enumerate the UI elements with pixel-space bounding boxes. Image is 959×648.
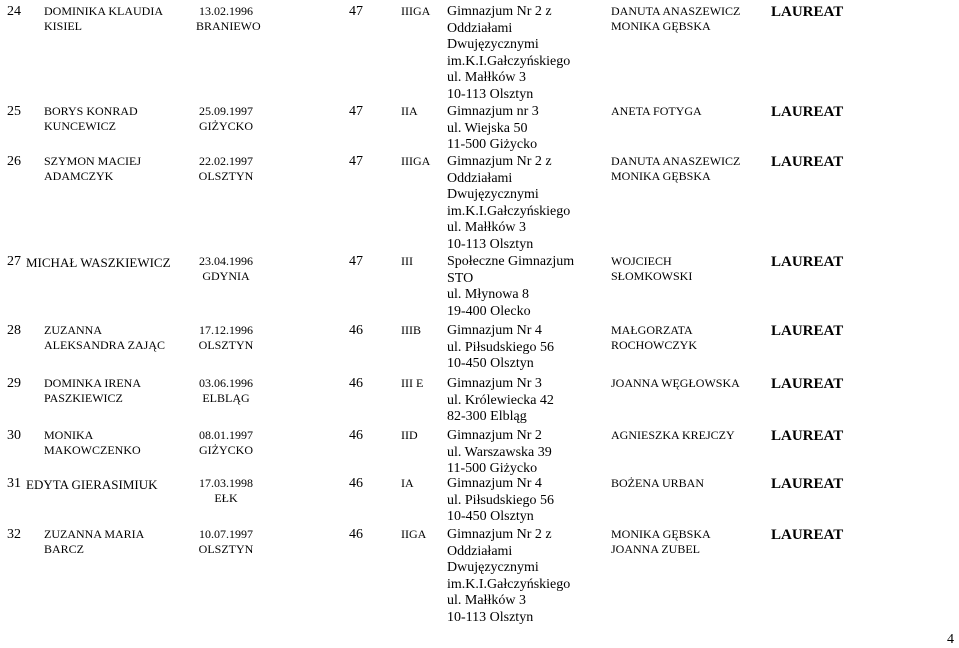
points: 46 xyxy=(349,323,363,338)
class-name: III E xyxy=(401,376,424,390)
school-address xyxy=(447,323,595,373)
school-line: 10-113 Olsztyn xyxy=(447,86,534,102)
birth-place: GDYNIA xyxy=(202,269,250,283)
teacher-name xyxy=(611,4,761,34)
student-name-line: BORYS KONRAD xyxy=(44,104,138,118)
birth-date: 08.01.1997 xyxy=(199,428,253,442)
school-address xyxy=(447,154,595,253)
class-name: III xyxy=(401,254,413,268)
student-name-line: PASZKIEWICZ xyxy=(44,391,123,405)
student-name-line: BARCZ xyxy=(44,542,85,556)
birth-date: 23.04.1996 xyxy=(199,254,253,268)
teacher-name-line: WOJCIECH xyxy=(611,254,672,268)
school-address xyxy=(447,254,595,320)
row-number: 25 xyxy=(7,104,21,119)
school-line: 11-500 Giżycko xyxy=(447,461,538,476)
student-name-line: MAKOWCZENKO xyxy=(44,443,141,457)
teacher-name xyxy=(611,376,761,391)
birth-date: 25.09.1997 xyxy=(199,104,253,118)
birth-place: BRANIEWO xyxy=(196,19,261,33)
school-line: Gimnazjum nr 3 xyxy=(447,104,539,119)
school-line: Gimnazjum Nr 2 z xyxy=(447,527,552,542)
school-line: 82-300 Elbląg xyxy=(447,409,527,424)
class-name: IIIGA xyxy=(401,154,431,168)
teacher-name xyxy=(611,323,761,353)
birth-date-place xyxy=(196,254,256,284)
row-number: 32 xyxy=(7,527,21,542)
result-badge: LAUREAT xyxy=(771,527,844,543)
result-badge: LAUREAT xyxy=(771,376,844,392)
result-badge: LAUREAT xyxy=(771,323,844,339)
birth-place: OLSZTYN xyxy=(198,338,254,352)
birth-date-place xyxy=(196,154,256,184)
school-line: Gimnazjum Nr 4 xyxy=(447,323,542,338)
teacher-name-line: JOANNA WĘGŁOWSKA xyxy=(611,376,740,390)
student-name-line: SZYMON MACIEJ xyxy=(44,154,142,168)
school-line: Gimnazjum Nr 3 xyxy=(447,376,542,391)
row-number: 28 xyxy=(7,323,21,338)
birth-date-place xyxy=(196,323,256,353)
school-line: Oddziałami xyxy=(447,170,513,186)
school-address xyxy=(447,104,595,154)
school-line: Gimnazjum Nr 2 xyxy=(447,428,542,443)
school-line: ul. Młynowa 8 xyxy=(447,287,530,302)
points: 46 xyxy=(349,476,363,491)
student-name xyxy=(44,4,194,34)
page-number: 4 xyxy=(947,632,954,647)
school-line: 19-400 Olecko xyxy=(447,303,531,319)
birth-place: GIŻYCKO xyxy=(199,443,253,457)
school-line: 11-500 Giżycko xyxy=(447,137,538,152)
school-line: Gimnazjum Nr 2 z xyxy=(447,4,552,19)
school-address xyxy=(447,476,595,526)
birth-date: 03.06.1996 xyxy=(199,376,253,390)
school-line: STO xyxy=(447,270,474,286)
teacher-name xyxy=(611,476,761,491)
school-address xyxy=(447,376,595,426)
points: 46 xyxy=(349,428,363,443)
school-line: Dwujęzycznymi xyxy=(447,37,539,52)
teacher-name-line: MONIKA GĘBSKA xyxy=(611,19,711,33)
school-line: 10-450 Olsztyn xyxy=(447,356,534,371)
birth-date-place xyxy=(196,476,256,506)
teacher-name xyxy=(611,254,761,284)
result-badge: LAUREAT xyxy=(771,428,844,444)
student-name-line: DOMINIKA KLAUDIA xyxy=(44,4,163,18)
class-name: IIIB xyxy=(401,323,421,337)
student-name-line: DOMINKA IRENA xyxy=(44,376,141,390)
row-number: 27 xyxy=(7,254,21,269)
birth-date: 13.02.1996 xyxy=(199,4,253,18)
row-number: 24 xyxy=(7,4,21,19)
points: 47 xyxy=(349,254,363,269)
student-name-line: ZUZANNA xyxy=(44,323,102,337)
birth-place: ELBLĄG xyxy=(202,391,250,405)
class-name: IIA xyxy=(401,104,418,118)
student-name-line: EDYTA GIERASIMIUK xyxy=(26,477,158,492)
school-line: Oddziałami xyxy=(447,20,513,36)
school-line: ul. Małłków 3 xyxy=(447,70,526,85)
row-number: 29 xyxy=(7,376,21,391)
result-badge: LAUREAT xyxy=(771,154,844,170)
birth-date-place xyxy=(196,428,256,458)
teacher-name-line: AGNIESZKA KREJCZY xyxy=(611,428,735,442)
birth-place: GIŻYCKO xyxy=(199,119,253,133)
student-name-line: ADAMCZYK xyxy=(44,169,114,183)
school-line: ul. Małłków 3 xyxy=(447,593,526,608)
student-name-line: ZUZANNA MARIA xyxy=(44,527,145,541)
school-address xyxy=(447,428,595,478)
result-badge: LAUREAT xyxy=(771,4,844,20)
row-number: 31 xyxy=(7,476,21,491)
points: 47 xyxy=(349,4,363,19)
school-line: Społeczne Gimnazjum xyxy=(447,254,575,269)
teacher-name-line: MONIKA GĘBSKA xyxy=(611,527,711,541)
teacher-name-line: DANUTA ANASZEWICZ xyxy=(611,154,741,168)
teacher-name xyxy=(611,428,761,443)
school-line: Gimnazjum Nr 2 z xyxy=(447,154,552,169)
teacher-name-line: JOANNA ZUBEL xyxy=(611,542,700,556)
teacher-name-line: MONIKA GĘBSKA xyxy=(611,169,711,183)
school-line: im.K.I.Gałczyńskiego xyxy=(447,53,571,69)
teacher-name-line: DANUTA ANASZEWICZ xyxy=(611,4,741,18)
teacher-name-line: SŁOMKOWSKI xyxy=(611,269,693,283)
birth-place: OLSZTYN xyxy=(198,542,254,556)
school-line: ul. Małłków 3 xyxy=(447,220,526,235)
student-name xyxy=(44,154,194,184)
teacher-name-line: BOŻENA URBAN xyxy=(611,476,705,490)
school-line: ul. Warszawska 39 xyxy=(447,444,552,460)
teacher-name xyxy=(611,104,761,119)
result-badge: LAUREAT xyxy=(771,476,844,492)
row-number: 30 xyxy=(7,428,21,443)
teacher-name xyxy=(611,527,761,557)
teacher-name xyxy=(611,154,761,184)
birth-place: OLSZTYN xyxy=(198,169,254,183)
result-badge: LAUREAT xyxy=(771,104,844,120)
school-line: Dwujęzycznymi xyxy=(447,560,539,575)
student-name xyxy=(44,527,194,557)
school-address xyxy=(447,4,595,103)
student-name xyxy=(44,323,194,353)
school-line: Gimnazjum Nr 4 xyxy=(447,476,542,491)
student-name-line: MONIKA xyxy=(44,428,94,442)
school-line: Dwujęzycznymi xyxy=(447,187,539,202)
student-name-line: KISIEL xyxy=(44,19,82,33)
school-line: im.K.I.Gałczyńskiego xyxy=(447,576,571,592)
school-address xyxy=(447,527,595,626)
points: 47 xyxy=(349,104,363,119)
teacher-name-line: ANETA FOTYGA xyxy=(611,104,702,118)
birth-date-place xyxy=(196,376,256,406)
points: 47 xyxy=(349,154,363,169)
row-number: 26 xyxy=(7,154,21,169)
student-name xyxy=(44,428,194,458)
points: 46 xyxy=(349,527,363,542)
student-name-line: ALEKSANDRA ZAJĄC xyxy=(44,338,166,352)
class-name: IIGA xyxy=(401,527,427,541)
birth-date: 10.07.1997 xyxy=(199,527,253,541)
birth-date: 17.12.1996 xyxy=(199,323,253,337)
birth-date: 17.03.1998 xyxy=(199,476,253,490)
birth-place: EŁK xyxy=(214,491,238,505)
school-line: ul. Wiejska 50 xyxy=(447,120,528,136)
student-name-line: KUNCEWICZ xyxy=(44,119,116,133)
student-name-line: MICHAŁ WASZKIEWICZ xyxy=(26,255,171,270)
class-name: IA xyxy=(401,476,414,490)
school-line: ul. Piłsudskiego 56 xyxy=(447,492,554,508)
student-name xyxy=(44,376,194,406)
school-line: Oddziałami xyxy=(447,543,513,559)
teacher-name-line: MAŁGORZATA xyxy=(611,323,693,337)
class-name: IIIGA xyxy=(401,4,431,18)
school-line: 10-450 Olsztyn xyxy=(447,509,534,524)
birth-date-place xyxy=(196,104,256,134)
birth-date-place xyxy=(196,4,261,34)
student-name xyxy=(44,104,194,134)
school-line: im.K.I.Gałczyńskiego xyxy=(447,203,571,219)
points: 46 xyxy=(349,376,363,391)
result-badge: LAUREAT xyxy=(771,254,844,270)
school-line: 10-113 Olsztyn xyxy=(447,609,534,625)
teacher-name-line: ROCHOWCZYK xyxy=(611,338,697,352)
school-line: 10-113 Olsztyn xyxy=(447,236,534,252)
birth-date-place xyxy=(196,527,256,557)
class-name: IID xyxy=(401,428,418,442)
school-line: ul. Piłsudskiego 56 xyxy=(447,339,554,355)
school-line: ul. Królewiecka 42 xyxy=(447,392,554,408)
birth-date: 22.02.1997 xyxy=(199,154,253,168)
